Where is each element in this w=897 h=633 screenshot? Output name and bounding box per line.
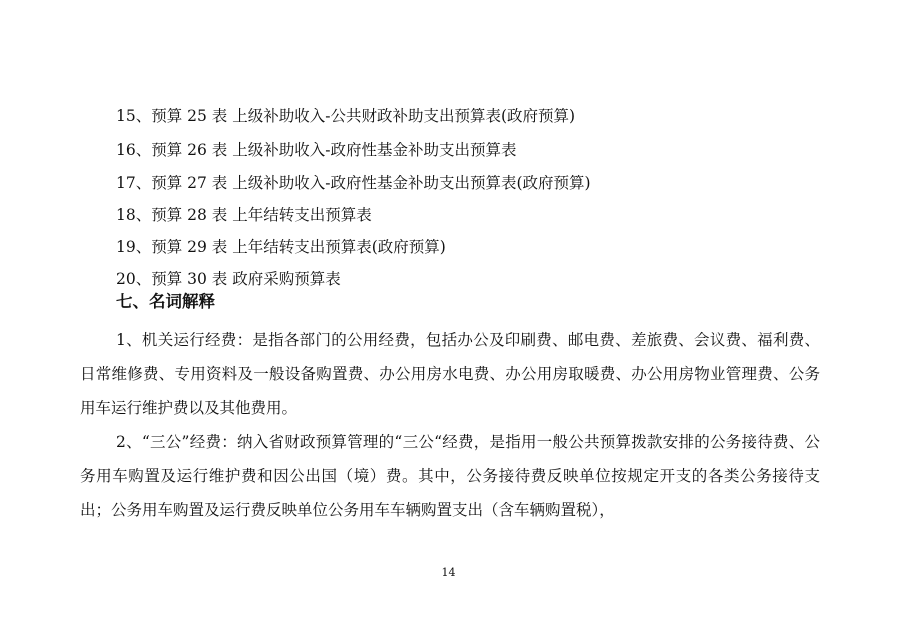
list-item: 16、预算 26 表 上级补助收入-政府性基金补助支出预算表 xyxy=(116,141,517,159)
list-item: 20、预算 30 表 政府采购预算表 xyxy=(116,270,341,288)
list-item: 15、预算 25 表 上级补助收入-公共财政补助支出预算表(政府预算) xyxy=(116,107,576,125)
page-number: 14 xyxy=(441,566,456,579)
definition-paragraph: 2、“三公”经费：纳入省财政预算管理的“三公“经费，是指用一般公共预算拨款安排的公务接待费、公务用车购置及运行维护费和因公出国（境）费。其中，公务接待费反映单位按规定开支的各类公务接待支出；公务用车购置及运行费反映单位公务用车车辆购置支出（含车辆购置税）， xyxy=(80,433,820,519)
list-item: 18、预算 28 表 上年结转支出预算表 xyxy=(116,206,372,224)
section-heading: 七、名词解释 xyxy=(116,292,215,311)
list-item: 19、预算 29 表 上年结转支出预算表(政府预算) xyxy=(116,238,446,256)
definition-paragraph: 1、机关运行经费：是指各部门的公用经费，包括办公及印刷费、邮电费、差旅费、会议费、福利费、日常维修费、专用资料及一般设备购置费、办公用房水电费、办公用房取暖费、办公用房物业管理费、公务用车运行维护费以及其他费用。 xyxy=(80,331,820,417)
list-item: 17、预算 27 表 上级补助收入-政府性基金补助支出预算表(政府预算) xyxy=(116,174,591,192)
